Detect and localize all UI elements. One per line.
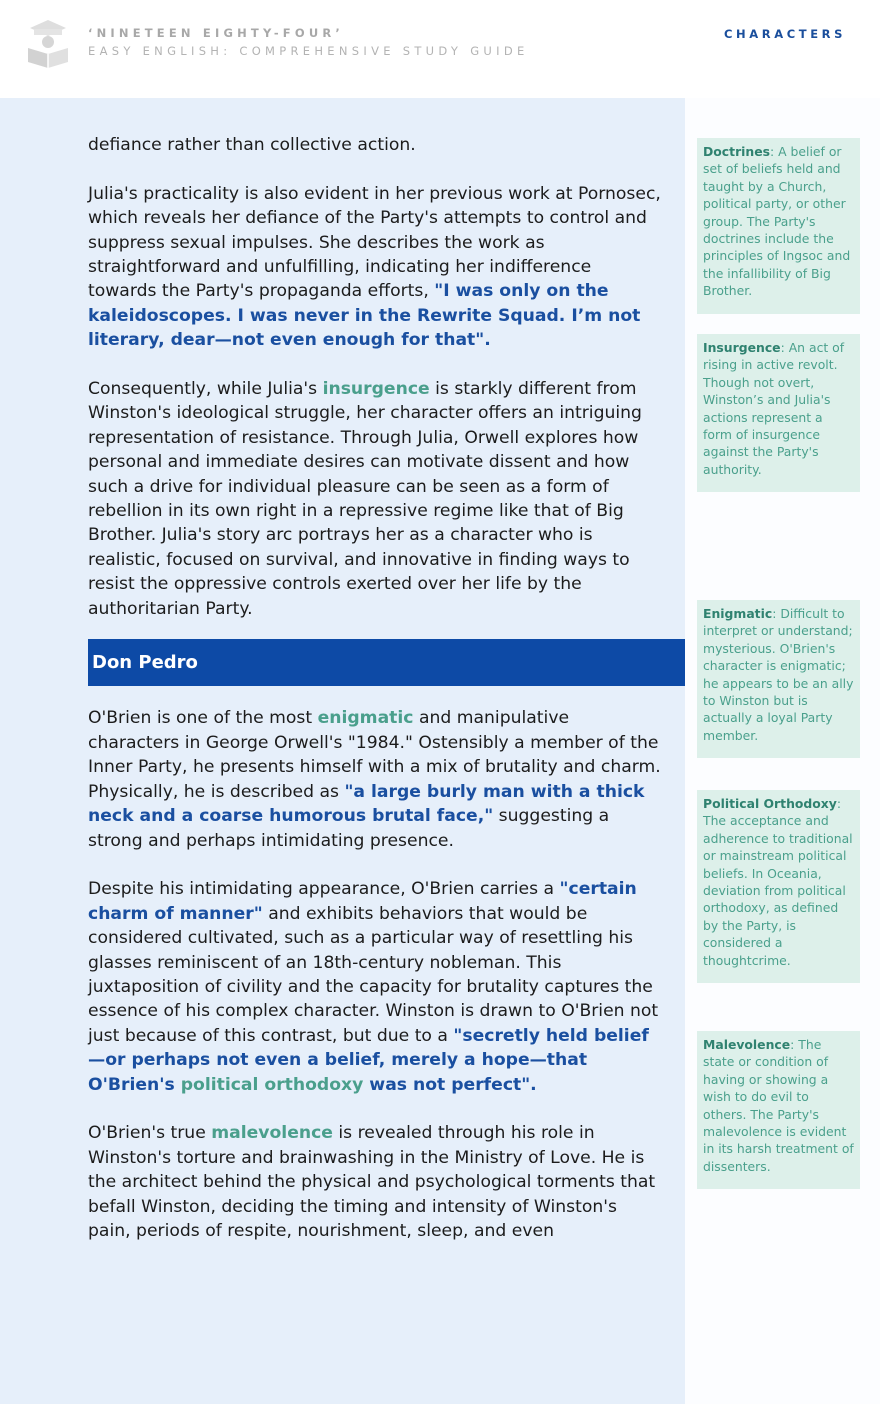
quote: "a large burly man with a thick neck and a coarse humorous brutal face," xyxy=(88,781,645,827)
quote: "certain charm of manner" xyxy=(88,879,637,924)
glossary-box: Malevolence: The state or condition of having or showing a wish to do evil to others. The Party's malevolence is evident in its harsh treatment of dissenters. xyxy=(697,1031,860,1189)
quote: "secretly held belief—or perhaps not even a belief, merely a hope—that O'Brien's xyxy=(88,1025,649,1095)
book-reader-icon xyxy=(26,18,70,70)
paragraph: O'Brien is one of the most enigmatic and manipulative characters in George Orwell's "1984." Ostensibly a member of the Inner Party, he presents himself with a mix of brutality and charm. Physically, he is described as "a large burly man with a thick neck and a coarse humorous brutal face," suggesting a strong and perhaps intimidating presence. xyxy=(88,708,661,851)
book-subtitle: EASY ENGLISH: COMPREHENSIVE STUDY GUIDE xyxy=(88,44,529,58)
glossary-term: political orthodoxy xyxy=(180,1074,364,1095)
quote: was not perfect". xyxy=(363,1074,537,1095)
section-heading: Don Pedro xyxy=(88,639,685,686)
glossary-box: Enigmatic: Difficult to interpret or understand; mysterious. O'Brien's character is enigmatic; he appears to be an ally to Winston but is actually a loyal Party member. xyxy=(697,600,860,758)
glossary-term: malevolence xyxy=(211,1123,333,1144)
glossary-term: enigmatic xyxy=(317,708,414,729)
paragraph: O'Brien's true malevolence is revealed through his role in Winston's torture and brainwashing in the Ministry of Love. He is the architect behind the physical and psychological torments that befall Winston, deciding the timing and intensity of Winston's pain, periods of respite, nourishment, sleep, and even xyxy=(88,1123,656,1241)
body-text xyxy=(88,133,663,1268)
glossary-term: insurgence xyxy=(322,379,430,400)
page-header xyxy=(0,0,880,98)
book-title: ‘NINETEEN EIGHTY-FOUR’ xyxy=(88,26,344,40)
paragraph: Despite his intimidating appearance, O'Brien carries a "certain charm of manner" and exhibits behaviors that would be considered cultivated, such as a particular way of resettling his glasses reminiscent of an 18th-century nobleman. This juxtaposition of civility and the capacity for brutality captures the essence of his complex character. Winston is drawn to O'Brien not just because of this contrast, but due to a "secretly held belief—or perhaps not even a belief, merely a hope—that O'Brien's political orthodoxy was not perfect". xyxy=(88,879,659,1095)
section-label: CHARACTERS xyxy=(724,27,846,41)
quote: "I was only on the kaleidoscopes. I was never in the Rewrite Squad. I’m not literary, dear—not even enough for that". xyxy=(88,281,641,351)
glossary-box: Doctrines: A belief or set of beliefs held and taught by a Church, political party, or other group. The Party's doctrines include the principles of Ingsoc and the infallibility of Big Brother. xyxy=(697,138,860,314)
paragraph: Consequently, while Julia's insurgence is starkly different from Winston's ideological struggle, her character offers an intriguing representation of resistance. Through Julia, Orwell explores how personal and immediate desires can motivate dissent and how such a drive for individual pleasure can be seen as a form of rebellion in its own right in a repressive regime like that of Big Brother. Julia's story arc portrays her as a character who is realistic, focused on survival, and innovative in finding ways to resist the oppressive controls exerted over her life by the authoritarian Party. xyxy=(88,379,642,619)
paragraph: Julia's practicality is also evident in her previous work at Pornosec, which reveals her defiance of the Party's attempts to control and suppress sexual impulses. She describes the work as straightforward and unfulfilling, indicating her indifference towards the Party's propaganda efforts, "I was only on the kaleidoscopes. I was never in the Rewrite Squad. I’m not literary, dear—not even enough for that". xyxy=(88,183,661,351)
glossary-box: Insurgence: An act of rising in active revolt. Though not overt, Winston’s and Julia's actions represent a form of insurgence against the Party's authority. xyxy=(697,334,860,492)
paragraph: defiance rather than collective action. xyxy=(88,135,416,155)
glossary-box: Political Orthodoxy: The acceptance and adherence to traditional or mainstream political beliefs. In Oceania, deviation from political orthodoxy, as defined by the Party, is considered a thoughtcrime. xyxy=(697,790,860,983)
